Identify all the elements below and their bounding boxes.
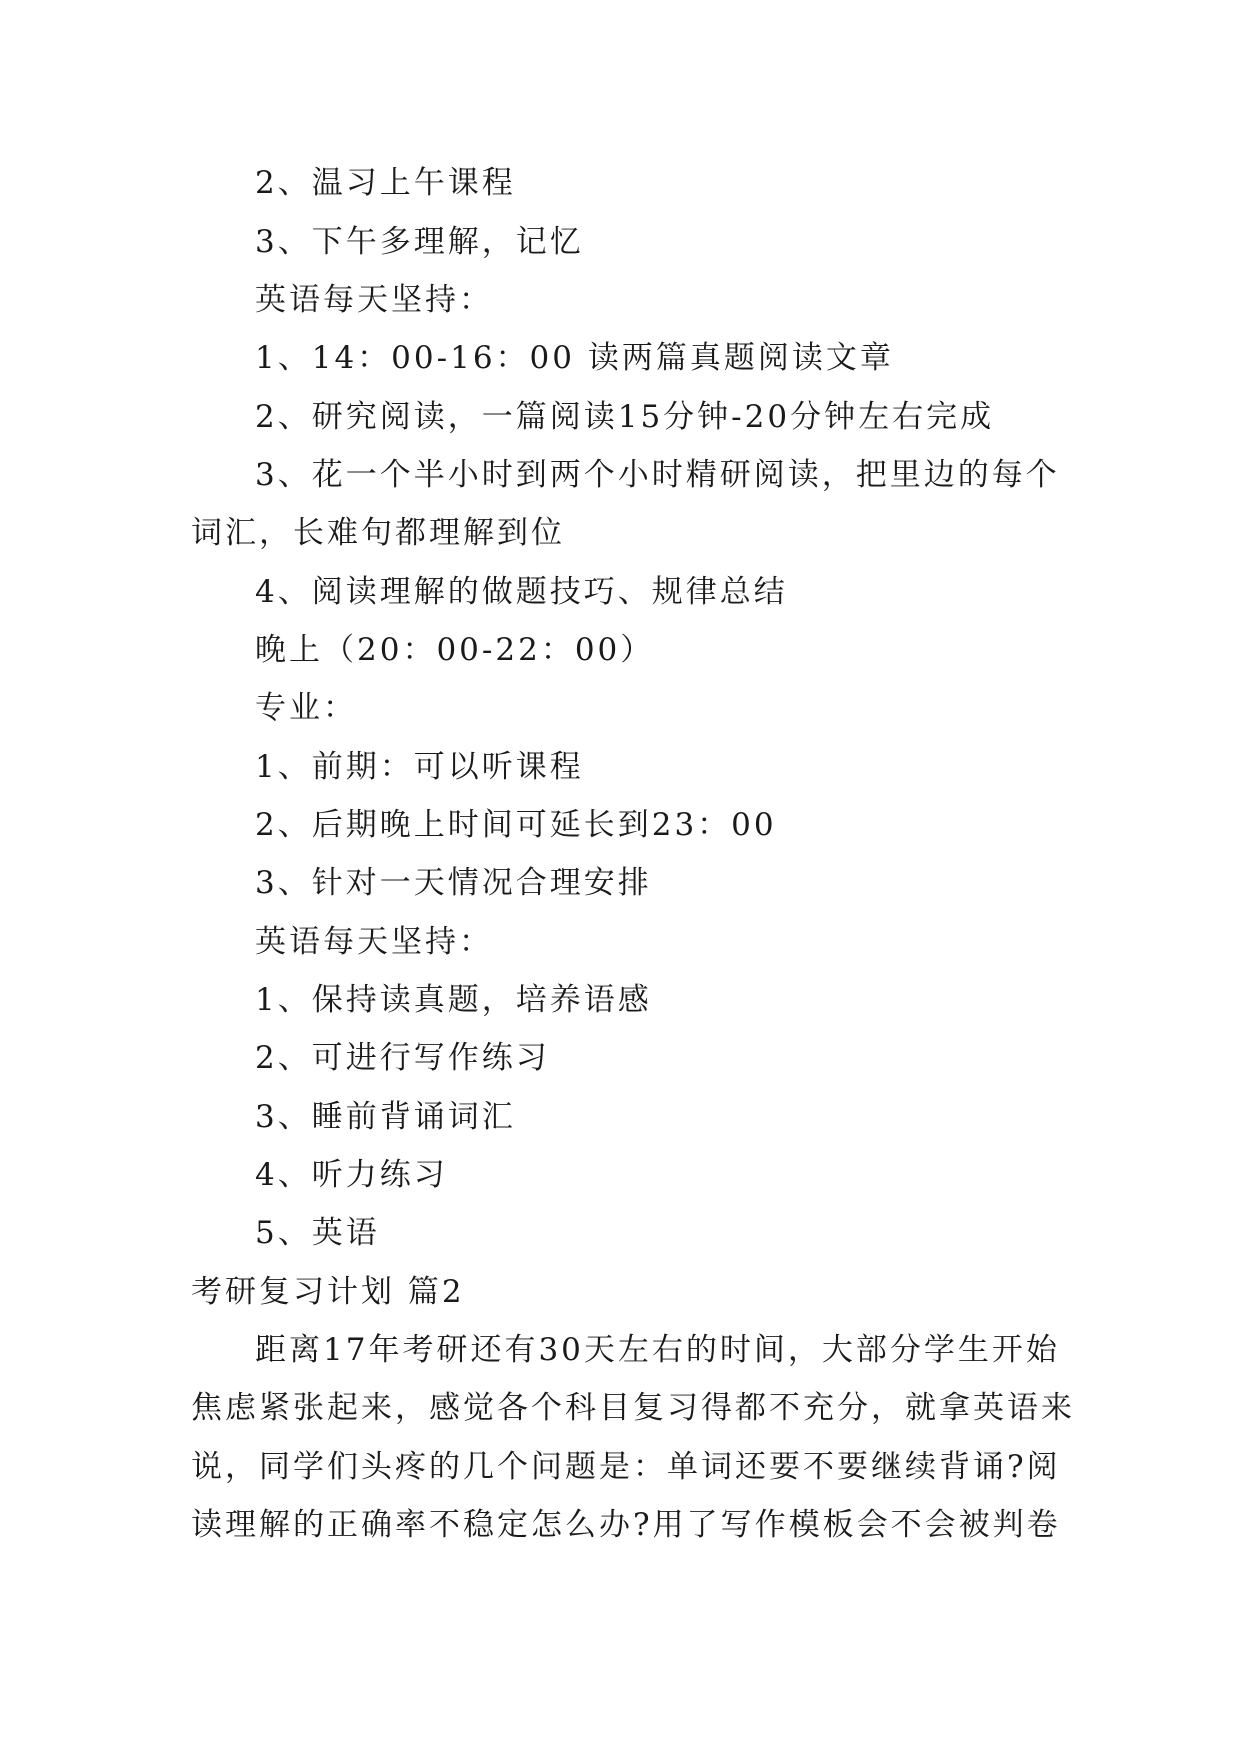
text-line: 英语每天坚持： xyxy=(255,924,493,960)
text-line: 3、下午多理解，记忆 xyxy=(255,224,584,260)
text-line: 3、花一个半小时到两个小时精研阅读，把里边的每个 xyxy=(255,457,1060,493)
paragraph-line: 焦虑紧张起来，感觉各个科目复习得都不充分，就拿英语来 xyxy=(191,1390,1075,1426)
text-line: 1、保持读真题，培养语感 xyxy=(255,982,652,1018)
text-line: 1、前期：可以听课程 xyxy=(255,749,584,785)
text-line: 3、睡前背诵词汇 xyxy=(255,1099,516,1135)
text-line: 2、后期晚上时间可延长到23：00 xyxy=(255,807,777,843)
text-line: 2、研究阅读，一篇阅读15分钟-20分钟左右完成 xyxy=(255,399,995,435)
text-line: 专业： xyxy=(255,690,357,726)
text-line: 4、听力练习 xyxy=(255,1157,448,1193)
paragraph-line: 读理解的正确率不稳定怎么办?用了写作模板会不会被判卷 xyxy=(191,1507,1061,1543)
text-line: 2、温习上午课程 xyxy=(255,165,516,201)
text-line: 2、可进行写作练习 xyxy=(255,1040,550,1076)
text-line: 晚上（20：00-22：00） xyxy=(255,632,655,668)
text-line: 4、阅读理解的做题技巧、规律总结 xyxy=(255,574,788,610)
text-line: 5、英语 xyxy=(255,1215,380,1251)
section-heading: 考研复习计划 篇2 xyxy=(191,1274,465,1310)
text-line: 英语每天坚持： xyxy=(255,282,493,318)
text-line: 1、14：00-16：00 读两篇真题阅读文章 xyxy=(255,340,894,376)
paragraph-line: 距离17年考研还有30天左右的时间，大部分学生开始 xyxy=(255,1332,1060,1368)
paragraph-line: 说，同学们头疼的几个问题是：单词还要不要继续背诵?阅 xyxy=(191,1449,1061,1485)
text-line: 词汇，长难句都理解到位 xyxy=(191,515,565,551)
text-line: 3、针对一天情况合理安排 xyxy=(255,865,652,901)
